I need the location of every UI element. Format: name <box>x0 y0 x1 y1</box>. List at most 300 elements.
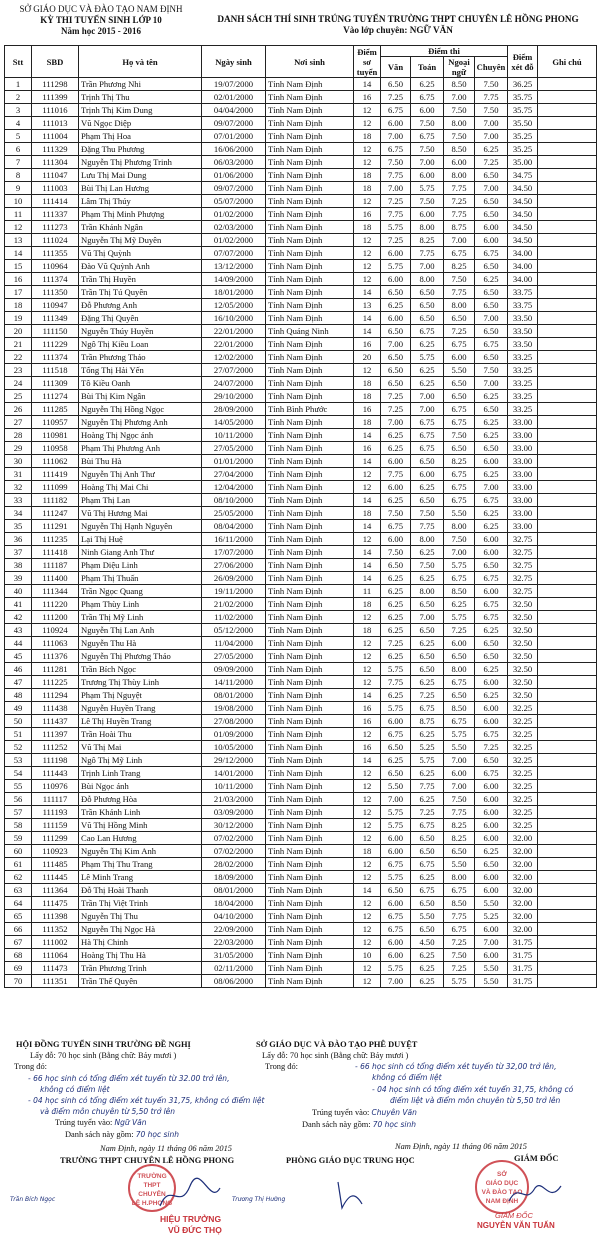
cell-chuyen: 6.00 <box>475 832 508 845</box>
cell-place: Tỉnh Nam Định <box>266 104 354 117</box>
cell-note <box>538 559 597 572</box>
cell-place: Tỉnh Nam Định <box>266 208 354 221</box>
cell-dob: 14/09/2000 <box>202 273 266 286</box>
cell-name: Vũ Thị Hương Mai <box>79 507 202 520</box>
cell-place: Tỉnh Nam Định <box>266 286 354 299</box>
cell-stt: 65 <box>5 910 32 923</box>
cell-chuyen: 6.25 <box>475 273 508 286</box>
cell-name: Đỗ Phương Hòa <box>79 793 202 806</box>
cell-priority: 18 <box>354 416 381 429</box>
cell-total: 34.00 <box>508 260 538 273</box>
cell-ngoaingu: 7.25 <box>444 325 475 338</box>
cell-place: Tỉnh Nam Định <box>266 416 354 429</box>
cell-total: 32.75 <box>508 585 538 598</box>
cell-dob: 16/06/2000 <box>202 143 266 156</box>
cell-chuyen: 6.00 <box>475 780 508 793</box>
cell-chuyen: 6.50 <box>475 208 508 221</box>
cell-sbd: 111252 <box>32 741 79 754</box>
cell-toan: 6.50 <box>411 286 444 299</box>
department-seal: SỞ GIÁO DỤC VÀ ĐÀO TẠO NAM ĐỊNH <box>475 1160 529 1214</box>
cell-stt: 14 <box>5 247 32 260</box>
col-sbd: SBD <box>32 46 79 78</box>
cell-name: Nguyễn Thị Hồng Ngọc <box>79 403 202 416</box>
cell-van: 6.00 <box>381 481 411 494</box>
table-row <box>5 754 597 767</box>
cell-total: 31.75 <box>508 975 538 988</box>
cell-ngoaingu: 7.75 <box>444 910 475 923</box>
cell-total: 35.75 <box>508 104 538 117</box>
cell-ngoaingu: 6.75 <box>444 572 475 585</box>
cell-toan: 5.75 <box>411 351 444 364</box>
cell-name: Hoàng Thị Mai Chi <box>79 481 202 494</box>
table-row <box>5 897 597 910</box>
cell-priority: 12 <box>354 767 381 780</box>
cell-priority: 12 <box>354 923 381 936</box>
cell-priority: 18 <box>354 390 381 403</box>
cell-ngoaingu: 6.50 <box>444 312 475 325</box>
cell-stt: 25 <box>5 390 32 403</box>
cell-van: 6.50 <box>381 351 411 364</box>
cell-van: 7.00 <box>381 182 411 195</box>
cell-van: 5.75 <box>381 871 411 884</box>
cell-place: Tỉnh Nam Định <box>266 364 354 377</box>
table-row <box>5 715 597 728</box>
cell-toan: 6.25 <box>411 481 444 494</box>
cell-dob: 11/02/2000 <box>202 611 266 624</box>
cell-note <box>538 923 597 936</box>
cell-chuyen: 6.75 <box>475 338 508 351</box>
cell-place: Tỉnh Nam Định <box>266 247 354 260</box>
cell-priority: 16 <box>354 442 381 455</box>
cell-van: 7.50 <box>381 546 411 559</box>
cell-place: Tỉnh Nam Định <box>266 221 354 234</box>
document-title: DANH SÁCH THÍ SINH TRÚNG TUYỂN TRƯỜNG THPT CHUYÊN LÊ HỒNG PHONG <box>217 14 579 24</box>
cell-note <box>538 104 597 117</box>
cell-stt: 42 <box>5 611 32 624</box>
cell-note <box>538 624 597 637</box>
cell-name: Ngô Thị Kiều Loan <box>79 338 202 351</box>
cell-van: 7.25 <box>381 91 411 104</box>
cell-toan: 6.75 <box>411 416 444 429</box>
cell-note <box>538 442 597 455</box>
cell-total: 34.50 <box>508 234 538 247</box>
cell-toan: 6.25 <box>411 871 444 884</box>
cell-name: Phạm Diệu Linh <box>79 559 202 572</box>
cell-van: 6.75 <box>381 858 411 871</box>
cell-chuyen: 6.75 <box>475 247 508 260</box>
cell-toan: 7.00 <box>411 156 444 169</box>
table-row <box>5 299 597 312</box>
table-row <box>5 858 597 871</box>
cell-toan: 6.25 <box>411 364 444 377</box>
cell-ngoaingu: 6.00 <box>444 767 475 780</box>
cell-ngoaingu: 8.00 <box>444 169 475 182</box>
table-row <box>5 234 597 247</box>
cell-chuyen: 6.50 <box>475 286 508 299</box>
cell-name: Hoàng Thị Thu Hà <box>79 949 202 962</box>
cell-van: 6.25 <box>381 442 411 455</box>
cell-van: 6.50 <box>381 364 411 377</box>
cell-chuyen: 7.00 <box>475 377 508 390</box>
cell-chuyen: 7.00 <box>475 117 508 130</box>
cell-toan: 6.75 <box>411 819 444 832</box>
cell-sbd: 111225 <box>32 676 79 689</box>
cell-note <box>538 481 597 494</box>
cell-place: Tỉnh Nam Định <box>266 234 354 247</box>
cell-place: Tỉnh Nam Định <box>266 169 354 182</box>
cell-total: 32.50 <box>508 637 538 650</box>
cell-name: Lại Thị Huệ <box>79 533 202 546</box>
cell-total: 32.75 <box>508 572 538 585</box>
cell-total: 33.00 <box>508 520 538 533</box>
admission-table <box>4 45 597 988</box>
cell-dob: 22/03/2000 <box>202 936 266 949</box>
cell-name: Phạm Thị Thu Trang <box>79 858 202 871</box>
cell-name: Nguyễn Thị Mỹ Duyên <box>79 234 202 247</box>
col-ngoaingu: Ngoại ngữ <box>444 57 475 78</box>
cell-note <box>538 676 597 689</box>
cell-sbd: 111273 <box>32 221 79 234</box>
cell-stt: 22 <box>5 351 32 364</box>
cell-van: 6.00 <box>381 936 411 949</box>
cell-dob: 12/02/2000 <box>202 351 266 364</box>
cell-name: Đào Vũ Quỳnh Anh <box>79 260 202 273</box>
cell-total: 35.25 <box>508 143 538 156</box>
cell-name: Trần Thị Việt Trinh <box>79 897 202 910</box>
cell-toan: 6.50 <box>411 455 444 468</box>
cell-sbd: 111064 <box>32 949 79 962</box>
cell-sbd: 111355 <box>32 247 79 260</box>
cell-ngoaingu: 5.50 <box>444 507 475 520</box>
cell-name: Trần Thị Huyền <box>79 273 202 286</box>
cell-sbd: 111182 <box>32 494 79 507</box>
cell-van: 6.75 <box>381 143 411 156</box>
cell-stt: 29 <box>5 442 32 455</box>
cell-ngoaingu: 7.50 <box>444 130 475 143</box>
cell-priority: 12 <box>354 832 381 845</box>
cell-place: Tỉnh Bình Phước <box>266 403 354 416</box>
cell-stt: 47 <box>5 676 32 689</box>
table-row <box>5 325 597 338</box>
cell-total: 33.00 <box>508 429 538 442</box>
cell-total: 32.00 <box>508 884 538 897</box>
cell-dob: 29/12/2000 <box>202 754 266 767</box>
footer-school: TRƯỜNG THPT CHUYÊN LÊ HỒNG PHONG <box>60 1156 235 1165</box>
cell-place: Tỉnh Nam Định <box>266 845 354 858</box>
cell-place: Tỉnh Nam Định <box>266 897 354 910</box>
cell-dob: 22/01/2000 <box>202 325 266 338</box>
cell-total: 32.00 <box>508 871 538 884</box>
cell-toan: 8.00 <box>411 221 444 234</box>
cell-ngoaingu: 7.25 <box>444 962 475 975</box>
cell-toan: 6.50 <box>411 494 444 507</box>
table-row <box>5 494 597 507</box>
cell-stt: 20 <box>5 325 32 338</box>
cell-dob: 06/03/2000 <box>202 156 266 169</box>
cell-chuyen: 6.50 <box>475 559 508 572</box>
cell-priority: 10 <box>354 949 381 962</box>
cell-place: Tỉnh Nam Định <box>266 195 354 208</box>
cell-sbd: 111364 <box>32 884 79 897</box>
cell-priority: 13 <box>354 299 381 312</box>
table-row <box>5 390 597 403</box>
cell-place: Tỉnh Nam Định <box>266 871 354 884</box>
table-row <box>5 546 597 559</box>
cell-chuyen: 6.75 <box>475 494 508 507</box>
cell-sbd: 111438 <box>32 702 79 715</box>
header-right-block <box>196 14 600 36</box>
cell-van: 6.75 <box>381 910 411 923</box>
cell-chuyen: 6.25 <box>475 845 508 858</box>
cell-note <box>538 689 597 702</box>
cell-sbd: 111294 <box>32 689 79 702</box>
cell-priority: 12 <box>354 663 381 676</box>
cell-chuyen: 6.75 <box>475 572 508 585</box>
table-row <box>5 117 597 130</box>
cell-chuyen: 5.50 <box>475 962 508 975</box>
cell-sbd: 111099 <box>32 481 79 494</box>
cell-total: 32.50 <box>508 611 538 624</box>
cell-name: Trần Thị Tú Quyên <box>79 286 202 299</box>
cell-van: 6.25 <box>381 650 411 663</box>
cell-name: Vũ Thị Quỳnh <box>79 247 202 260</box>
cell-priority: 16 <box>354 338 381 351</box>
cell-name: Nguyễn Huyền Trang <box>79 702 202 715</box>
cell-van: 6.00 <box>381 455 411 468</box>
cell-dob: 05/12/2000 <box>202 624 266 637</box>
cell-total: 31.75 <box>508 936 538 949</box>
cell-chuyen: 6.25 <box>475 624 508 637</box>
cell-total: 33.50 <box>508 338 538 351</box>
cell-dob: 02/11/2000 <box>202 962 266 975</box>
cell-dob: 28/02/2000 <box>202 858 266 871</box>
cell-ngoaingu: 7.00 <box>444 754 475 767</box>
cell-name: Trịnh Thị Kim Dung <box>79 104 202 117</box>
cell-sbd: 111473 <box>32 962 79 975</box>
cell-stt: 4 <box>5 117 32 130</box>
cell-sbd: 111414 <box>32 195 79 208</box>
cell-chuyen: 6.25 <box>475 663 508 676</box>
cell-dob: 28/09/2000 <box>202 403 266 416</box>
cell-van: 7.25 <box>381 637 411 650</box>
cell-note <box>538 845 597 858</box>
cell-sbd: 110923 <box>32 845 79 858</box>
cell-chuyen: 6.25 <box>475 143 508 156</box>
cell-chuyen: 6.00 <box>475 676 508 689</box>
cell-van: 5.50 <box>381 780 411 793</box>
cell-place: Tỉnh Nam Định <box>266 663 354 676</box>
cell-toan: 4.50 <box>411 936 444 949</box>
footer-right-tt-val: Chuyên Văn <box>371 1108 417 1117</box>
signer-left: Trần Bích Ngọc <box>10 1196 56 1203</box>
cell-chuyen: 6.00 <box>475 702 508 715</box>
cell-ngoaingu: 7.25 <box>444 195 475 208</box>
cell-ngoaingu: 6.75 <box>444 676 475 689</box>
cell-chuyen: 6.00 <box>475 871 508 884</box>
cell-note <box>538 117 597 130</box>
cell-total: 33.00 <box>508 455 538 468</box>
cell-name: Trần Hoài Thu <box>79 728 202 741</box>
cell-toan: 6.75 <box>411 702 444 715</box>
cell-name: Nguyễn Thị Ngọc Hà <box>79 923 202 936</box>
cell-note <box>538 767 597 780</box>
cell-priority: 12 <box>354 156 381 169</box>
director-signature <box>505 1176 565 1211</box>
cell-place: Tỉnh Nam Định <box>266 780 354 793</box>
cell-priority: 12 <box>354 897 381 910</box>
cell-name: Nguyễn Thị Thu <box>79 910 202 923</box>
cell-sbd: 111298 <box>32 78 79 91</box>
cell-priority: 12 <box>354 728 381 741</box>
cell-place: Tỉnh Nam Định <box>266 793 354 806</box>
cell-note <box>538 195 597 208</box>
cell-dob: 04/10/2000 <box>202 910 266 923</box>
cell-priority: 14 <box>354 325 381 338</box>
cell-place: Tỉnh Nam Định <box>266 546 354 559</box>
cell-dob: 08/01/2000 <box>202 689 266 702</box>
cell-name: Trần Bích Ngọc <box>79 663 202 676</box>
cell-van: 6.75 <box>381 104 411 117</box>
cell-ngoaingu: 8.25 <box>444 819 475 832</box>
table-row <box>5 923 597 936</box>
cell-chuyen: 6.75 <box>475 598 508 611</box>
cell-priority: 12 <box>354 364 381 377</box>
cell-chuyen: 5.50 <box>475 975 508 988</box>
footer-left-trongdo: Trong đó: <box>14 1062 47 1071</box>
cell-sbd: 110924 <box>32 624 79 637</box>
cell-place: Tỉnh Nam Định <box>266 949 354 962</box>
cell-note <box>538 585 597 598</box>
cell-priority: 12 <box>354 858 381 871</box>
cell-note <box>538 572 597 585</box>
cell-sbd: 110981 <box>32 429 79 442</box>
signer-mid: Trương Thị Hường <box>232 1196 286 1203</box>
cell-sbd: 110957 <box>32 416 79 429</box>
table-row <box>5 975 597 988</box>
col-van: Văn <box>381 57 411 78</box>
cell-priority: 14 <box>354 572 381 585</box>
cell-note <box>538 130 597 143</box>
cell-dob: 01/02/2000 <box>202 208 266 221</box>
cell-place: Tỉnh Nam Định <box>266 819 354 832</box>
cell-stt: 56 <box>5 793 32 806</box>
cell-van: 6.25 <box>381 494 411 507</box>
cell-ngoaingu: 8.00 <box>444 299 475 312</box>
col-note: Ghi chú <box>538 46 597 78</box>
cell-ngoaingu: 6.50 <box>444 689 475 702</box>
cell-dob: 19/08/2000 <box>202 702 266 715</box>
cell-ngoaingu: 8.00 <box>444 663 475 676</box>
cell-priority: 12 <box>354 650 381 663</box>
cell-dob: 10/11/2000 <box>202 780 266 793</box>
cell-name: Nguyễn Thúy Huyền <box>79 325 202 338</box>
cell-sbd: 111004 <box>32 130 79 143</box>
cell-total: 32.00 <box>508 910 538 923</box>
table-row <box>5 936 597 949</box>
cell-note <box>538 234 597 247</box>
cell-priority: 18 <box>354 221 381 234</box>
cell-priority: 12 <box>354 819 381 832</box>
table-row <box>5 247 597 260</box>
cell-chuyen: 6.25 <box>475 468 508 481</box>
cell-toan: 6.50 <box>411 845 444 858</box>
cell-sbd: 111281 <box>32 663 79 676</box>
cell-dob: 07/01/2000 <box>202 130 266 143</box>
cell-place: Tỉnh Nam Định <box>266 637 354 650</box>
cell-place: Tỉnh Quảng Ninh <box>266 325 354 338</box>
cell-note <box>538 416 597 429</box>
cell-dob: 08/01/2000 <box>202 884 266 897</box>
table-row <box>5 286 597 299</box>
cell-total: 32.50 <box>508 689 538 702</box>
cell-total: 33.00 <box>508 468 538 481</box>
cell-dob: 18/09/2000 <box>202 871 266 884</box>
cell-ngoaingu: 5.50 <box>444 858 475 871</box>
header-year: Năm học 2015 - 2016 <box>61 26 141 36</box>
cell-name: Đặng Thu Phương <box>79 143 202 156</box>
cell-stt: 16 <box>5 273 32 286</box>
cell-dob: 22/01/2000 <box>202 338 266 351</box>
cell-chuyen: 7.75 <box>475 91 508 104</box>
cell-dob: 07/02/2000 <box>202 845 266 858</box>
cell-chuyen: 6.00 <box>475 806 508 819</box>
table-row <box>5 572 597 585</box>
cell-priority: 14 <box>354 78 381 91</box>
cell-name: Trương Thị Thùy Linh <box>79 676 202 689</box>
cell-note <box>538 975 597 988</box>
cell-chuyen: 7.25 <box>475 741 508 754</box>
cell-dob: 08/06/2000 <box>202 975 266 988</box>
cell-toan: 6.75 <box>411 442 444 455</box>
cell-place: Tỉnh Nam Định <box>266 299 354 312</box>
cell-chuyen: 6.75 <box>475 767 508 780</box>
cell-priority: 12 <box>354 871 381 884</box>
cell-note <box>538 156 597 169</box>
footer-right-note1b: không có điểm liệt <box>372 1073 442 1082</box>
footer-left-ds-val: 70 học sinh <box>135 1130 179 1139</box>
cell-dob: 01/06/2000 <box>202 169 266 182</box>
table-row <box>5 520 597 533</box>
cell-name: Ninh Giang Anh Thư <box>79 546 202 559</box>
cell-dob: 17/07/2000 <box>202 546 266 559</box>
table-row <box>5 221 597 234</box>
cell-stt: 27 <box>5 416 32 429</box>
cell-van: 7.25 <box>381 234 411 247</box>
table-row <box>5 871 597 884</box>
cell-total: 34.00 <box>508 247 538 260</box>
cell-place: Tỉnh Nam Định <box>266 767 354 780</box>
cell-toan: 7.00 <box>411 390 444 403</box>
cell-toan: 6.75 <box>411 325 444 338</box>
cell-ngoaingu: 7.00 <box>444 546 475 559</box>
cell-name: Phạm Thùy Linh <box>79 598 202 611</box>
cell-sbd: 111437 <box>32 715 79 728</box>
cell-ngoaingu: 8.25 <box>444 260 475 273</box>
cell-priority: 12 <box>354 247 381 260</box>
cell-name: Phạm Thị Thuấn <box>79 572 202 585</box>
cell-sbd: 111418 <box>32 546 79 559</box>
cell-chuyen: 6.00 <box>475 221 508 234</box>
table-row <box>5 910 597 923</box>
cell-ngoaingu: 7.50 <box>444 273 475 286</box>
cell-ngoaingu: 8.50 <box>444 702 475 715</box>
cell-priority: 14 <box>354 429 381 442</box>
cell-dob: 16/10/2000 <box>202 312 266 325</box>
cell-van: 6.00 <box>381 832 411 845</box>
cell-toan: 7.50 <box>411 195 444 208</box>
cell-dob: 21/03/2000 <box>202 793 266 806</box>
cell-note <box>538 507 597 520</box>
